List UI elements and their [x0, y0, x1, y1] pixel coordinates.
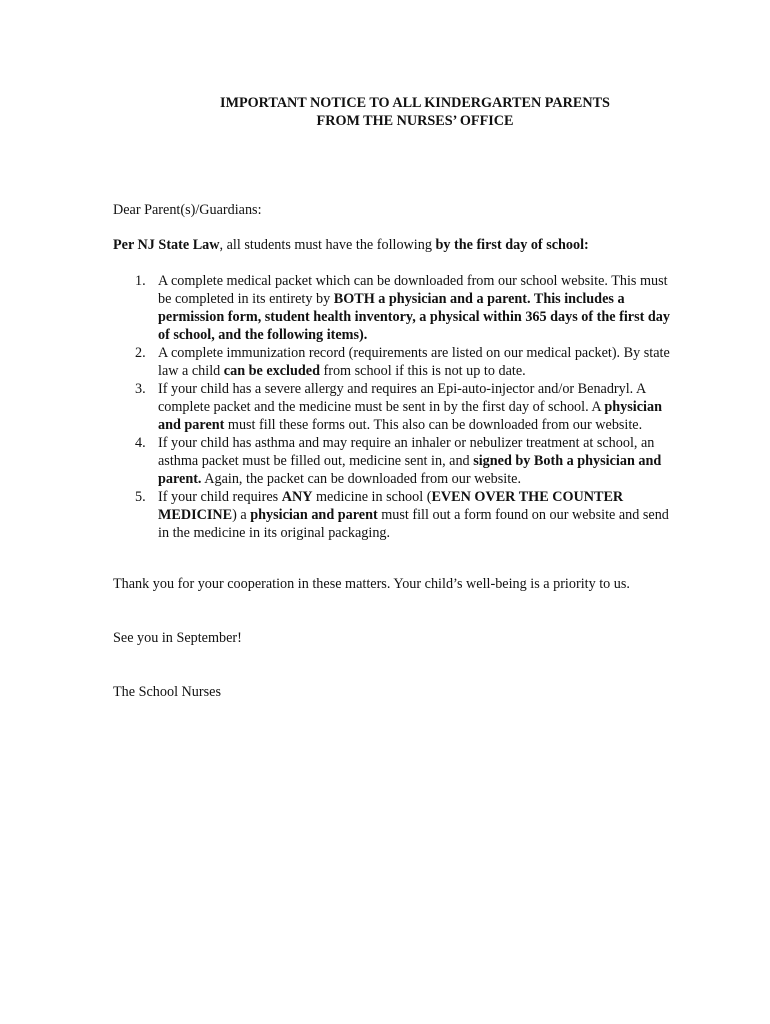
requirement-number: 4.: [135, 435, 146, 451]
requirement-item-4: [113, 434, 673, 488]
signature-line: The School Nurses: [113, 684, 221, 700]
salutation: Dear Parent(s)/Guardians:: [113, 202, 262, 218]
requirement-item-3: [113, 380, 673, 434]
intro-lead: Per NJ State Law: [113, 237, 220, 253]
requirement-number: 2.: [135, 345, 146, 361]
requirement-text: must fill these forms out. This also can be downloaded from our website.: [224, 417, 643, 433]
title-line-1: IMPORTANT NOTICE TO ALL KINDERGARTEN PARENTS: [220, 95, 610, 111]
title-line-2: FROM THE NURSES’ OFFICE: [316, 113, 514, 129]
intro-paragraph: [113, 236, 589, 254]
requirement-emphasis: EVEN OVER THE COUNTER MEDICINE: [158, 489, 624, 523]
thanks-paragraph: Thank you for your cooperation in these matters. Your child’s well-being is a priority to us.: [113, 576, 630, 592]
requirement-number: 3.: [135, 381, 146, 397]
requirement-text: If your child has a severe allergy and requires an Epi-auto-injector and/or Benadryl. A complete packet and the medicine must be sent in by the first day of school. A: [158, 381, 646, 415]
requirement-emphasis: can be excluded: [223, 363, 320, 379]
requirement-text: medicine in school (: [312, 489, 432, 505]
requirement-number: 5.: [135, 489, 146, 505]
requirements-list: [113, 272, 673, 542]
requirement-emphasis: ANY: [281, 489, 313, 505]
requirement-text: A complete immunization record (requirements are listed on our medical packet). By state law a child: [158, 345, 670, 379]
requirement-number: 1.: [135, 273, 146, 289]
requirement-text: from school if this is not up to date.: [319, 363, 526, 379]
requirement-item-5: [113, 488, 673, 542]
requirement-emphasis: physician and parent: [250, 507, 378, 523]
requirement-text: If your child requires: [158, 489, 282, 505]
closing-line: See you in September!: [113, 630, 242, 646]
requirement-text: must fill out a form found on our website and send in the medicine in its original packaging.: [158, 507, 669, 541]
intro-middle: , all students must have the following: [219, 237, 436, 253]
requirement-item-2: [113, 344, 673, 380]
intro-tail: by the first day of school:: [435, 237, 589, 253]
requirement-emphasis: physician and parent: [158, 399, 662, 433]
requirement-text: A complete medical packet which can be downloaded from our school website. This must be completed in its entirety by: [158, 273, 668, 307]
requirement-text: If your child has asthma and may require an inhaler or nebulizer treatment at school, an asthma packet must be filled out, medicine sent in, and: [158, 435, 655, 469]
requirement-text: Again, the packet can be downloaded from our website.: [201, 471, 521, 487]
notice-title: [0, 94, 770, 130]
requirement-emphasis: BOTH a physician and a parent. This includes a permission form, student health inventory, a physical within 365 days of the first day of school, and the following items).: [158, 291, 670, 343]
requirement-text: ) a: [232, 507, 251, 523]
requirement-item-1: [113, 272, 673, 344]
requirement-emphasis: signed by Both a physician and parent.: [158, 453, 662, 487]
